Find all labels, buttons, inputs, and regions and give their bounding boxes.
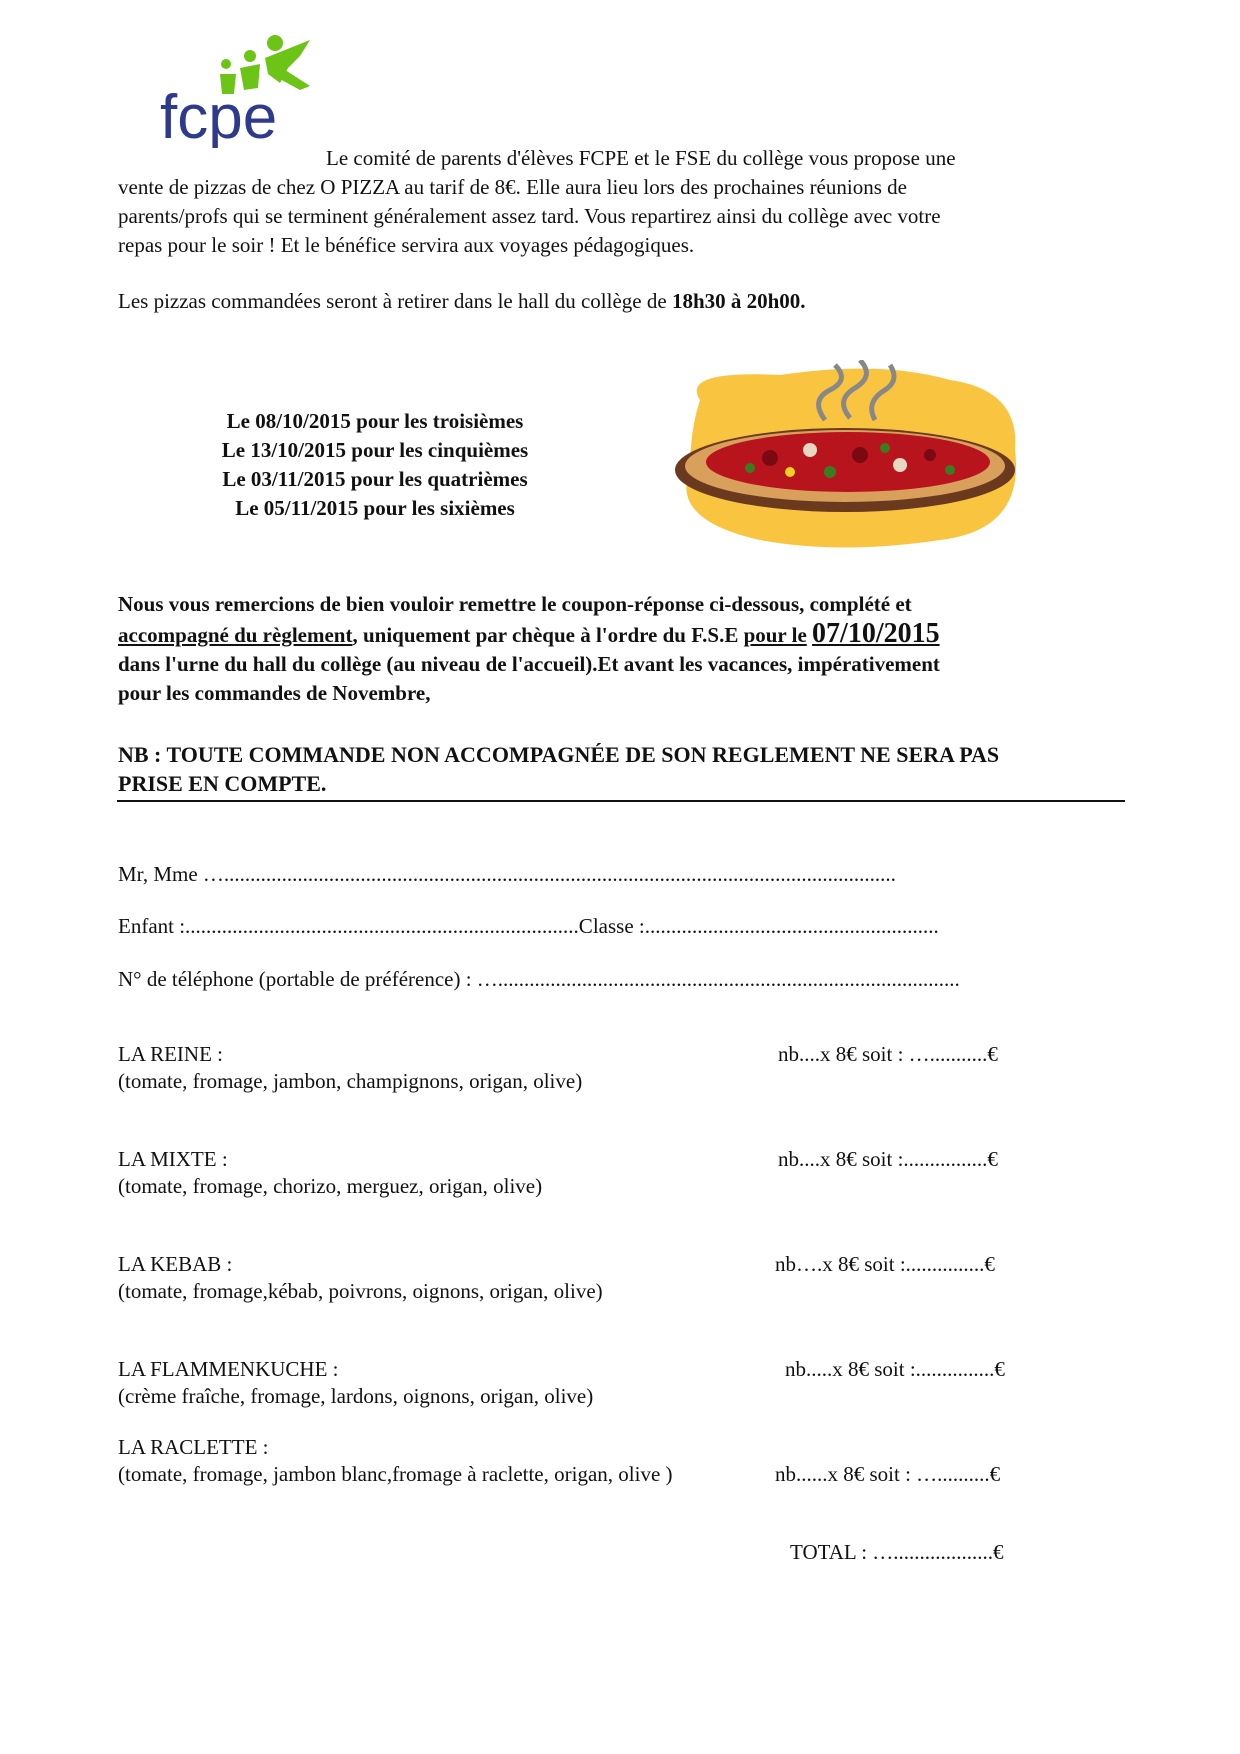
date-line: Le 08/10/2015 pour les troisièmes bbox=[226, 409, 524, 433]
item-quantity-field[interactable]: nb......x 8€ soit : …..........€ bbox=[775, 1462, 1001, 1486]
phone-field[interactable]: N° de téléphone (portable de préférence) : …........................................................................................ bbox=[118, 967, 960, 991]
pizza-illustration bbox=[660, 360, 1030, 560]
notice-middle: , uniquement par chèque à l'ordre du F.S.E bbox=[352, 623, 744, 647]
notice-paragraph bbox=[118, 590, 1128, 708]
item-name: LA FLAMMENKUCHE : bbox=[118, 1357, 339, 1381]
notice-line-4: pour les commandes de Novembre, bbox=[118, 681, 431, 705]
notice-underlined: accompagné du règlement bbox=[118, 623, 353, 647]
deadline-date: 07/10/2015 bbox=[812, 618, 940, 649]
item-quantity-field[interactable]: nb....x 8€ soit : …...........€ bbox=[778, 1042, 998, 1066]
item-name: LA MIXTE : bbox=[118, 1147, 228, 1171]
item-ingredients: (tomate, fromage,kébab, poivrons, oignons, origan, olive) bbox=[118, 1279, 603, 1303]
pickup-text: Les pizzas commandées seront à retirer dans le hall du collège de bbox=[118, 289, 672, 313]
intro-paragraph bbox=[118, 144, 1128, 316]
name-field[interactable]: Mr, Mme …................................................................................................................................ bbox=[118, 862, 896, 886]
item-quantity-field[interactable]: nb.....x 8€ soit :...............€ bbox=[785, 1357, 1005, 1381]
logo-text: fcpe bbox=[160, 83, 278, 148]
child-class-field[interactable]: Enfant :...........................................................................Classe :........................................................ bbox=[118, 914, 939, 938]
date-line: Le 05/11/2015 pour les sixièmes bbox=[235, 496, 515, 520]
item-quantity-field[interactable]: nb....x 8€ soit :................€ bbox=[778, 1147, 998, 1171]
notice-line-2 bbox=[118, 619, 1128, 650]
nb-line-1: NB : TOUTE COMMANDE NON ACCOMPAGNÉE DE SON REGLEMENT NE SERA PAS bbox=[118, 742, 1000, 767]
item-quantity-field[interactable]: nb….x 8€ soit :...............€ bbox=[775, 1252, 995, 1276]
total-field[interactable]: TOTAL : …...................€ bbox=[790, 1540, 1004, 1564]
nb-line-2: PRISE EN COMPTE. bbox=[118, 771, 327, 796]
notice-pour: pour le bbox=[743, 623, 807, 647]
intro-line-1: Le comité de parents d'élèves FCPE et le FSE du collège vous propose une bbox=[326, 146, 956, 170]
cut-line bbox=[117, 800, 1125, 802]
item-ingredients: (tomate, fromage, jambon blanc,fromage à raclette, origan, olive ) bbox=[118, 1462, 673, 1486]
item-ingredients: (crème fraîche, fromage, lardons, oignons, origan, olive) bbox=[118, 1384, 594, 1408]
pickup-time: 18h30 à 20h00. bbox=[671, 289, 806, 313]
pickup-line bbox=[118, 287, 1128, 316]
item-name: LA RACLETTE : bbox=[118, 1435, 269, 1459]
item-ingredients: (tomate, fromage, jambon, champignons, origan, olive) bbox=[118, 1069, 583, 1093]
item-name: LA KEBAB : bbox=[118, 1252, 233, 1276]
notice-line-1: Nous vous remercions de bien vouloir remettre le coupon-réponse ci-dessous, complété et bbox=[118, 592, 912, 616]
date-line: Le 13/10/2015 pour les cinquièmes bbox=[221, 438, 529, 462]
notice-line-3: dans l'urne du hall du collège (au niveau de l'accueil).Et avant les vacances, impérativement bbox=[118, 652, 940, 676]
item-ingredients: (tomate, fromage, chorizo, merguez, origan, olive) bbox=[118, 1174, 543, 1198]
intro-line-3: parents/profs qui se terminent généralement assez tard. Vous repartirez ainsi du collège avec votre bbox=[118, 204, 941, 228]
intro-line-4: repas pour le soir ! Et le bénéfice servira aux voyages pédagogiques. bbox=[118, 233, 695, 257]
nb-warning bbox=[118, 740, 1128, 798]
fcpe-logo bbox=[160, 28, 330, 148]
intro-line-2: vente de pizzas de chez O PIZZA au tarif de 8€. Elle aura lieu lors des prochaines réunions de bbox=[118, 175, 907, 199]
delivery-dates bbox=[160, 407, 590, 523]
item-name: LA REINE : bbox=[118, 1042, 223, 1066]
date-line: Le 03/11/2015 pour les quatrièmes bbox=[222, 467, 528, 491]
